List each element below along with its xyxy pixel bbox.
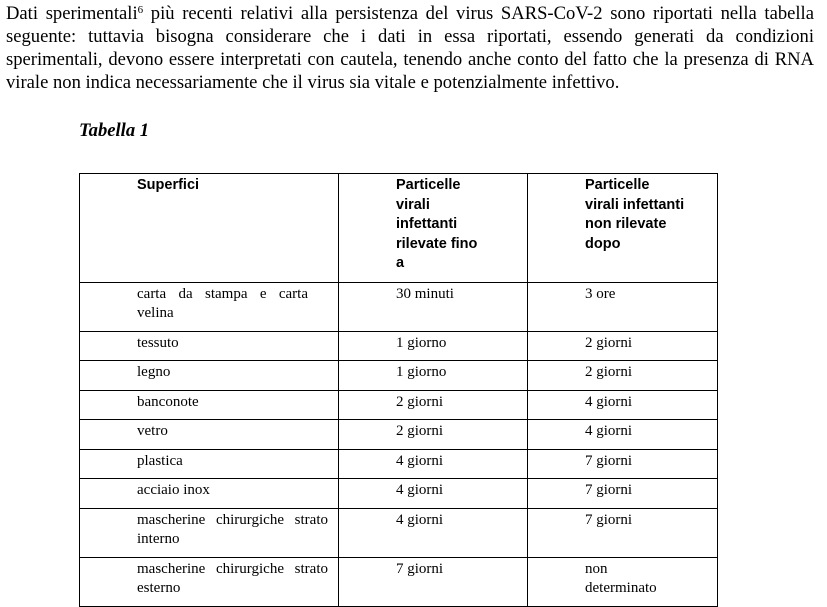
cell-surface: mascherine chirurgiche strato interno: [80, 508, 339, 557]
table-row: [80, 390, 718, 420]
cell-detected-until: 2 giorni: [339, 420, 528, 450]
cell-detected-until: 4 giorni: [339, 508, 528, 557]
cell-surface: plastica: [80, 449, 339, 479]
cell-not-detected-after: 7 giorni: [528, 479, 718, 509]
table-row: [80, 508, 718, 557]
cell-not-detected-after: 2 giorni: [528, 331, 718, 361]
intro-text-start: Dati sperimentali: [6, 3, 138, 24]
cell-surface: carta da stampa e carta velina: [80, 282, 339, 331]
table-row: [80, 557, 718, 606]
cell-surface: mascherine chirurgiche strato esterno: [80, 557, 339, 606]
header-non-rilevate-dopo: Particelle virali infettanti non rilevate dopo: [528, 174, 718, 283]
cell-surface: vetro: [80, 420, 339, 450]
cell-detected-until: 4 giorni: [339, 479, 528, 509]
cell-surface: banconote: [80, 390, 339, 420]
cell-detected-until: 30 minuti: [339, 282, 528, 331]
table-row: [80, 449, 718, 479]
intro-text-rest: più recenti relativi alla persistenza del virus SARS-CoV-2 sono riportati nella tabella seguente: tuttavia bisogna considerare che i dati in essa riportati, essendo generati da condizioni sperimentali, devono essere interpretati con cautela, tenendo anche conto del fatto che la presenza di RNA virale non indica necessariamente che il virus sia vitale e potenzialmente infettivo.: [6, 3, 814, 93]
persistence-table: [79, 173, 718, 607]
cell-not-detected-after: 4 giorni: [528, 390, 718, 420]
cell-not-detected-after: 7 giorni: [528, 508, 718, 557]
header-superfici: Superfici: [80, 174, 339, 283]
table-row: [80, 420, 718, 450]
table-header-row: [80, 174, 718, 283]
cell-surface: tessuto: [80, 331, 339, 361]
cell-not-detected-after: 4 giorni: [528, 420, 718, 450]
table-row: [80, 361, 718, 391]
cell-detected-until: 1 giorno: [339, 361, 528, 391]
cell-not-detected-after: 3 ore: [528, 282, 718, 331]
header-rilevate-fino-a: Particelle virali infettanti rilevate fino a: [339, 174, 528, 283]
table-caption: Tabella 1: [79, 120, 150, 141]
cell-not-detected-after: non determinato: [528, 557, 718, 606]
table-row: [80, 479, 718, 509]
intro-paragraph: [6, 2, 814, 94]
cell-not-detected-after: 2 giorni: [528, 361, 718, 391]
cell-not-detected-after: 7 giorni: [528, 449, 718, 479]
table-row: [80, 282, 718, 331]
cell-detected-until: 4 giorni: [339, 449, 528, 479]
cell-surface: legno: [80, 361, 339, 391]
cell-detected-until: 7 giorni: [339, 557, 528, 606]
cell-detected-until: 2 giorni: [339, 390, 528, 420]
cell-detected-until: 1 giorno: [339, 331, 528, 361]
table-row: [80, 331, 718, 361]
footnote-reference[interactable]: 6: [137, 4, 144, 16]
cell-surface: acciaio inox: [80, 479, 339, 509]
